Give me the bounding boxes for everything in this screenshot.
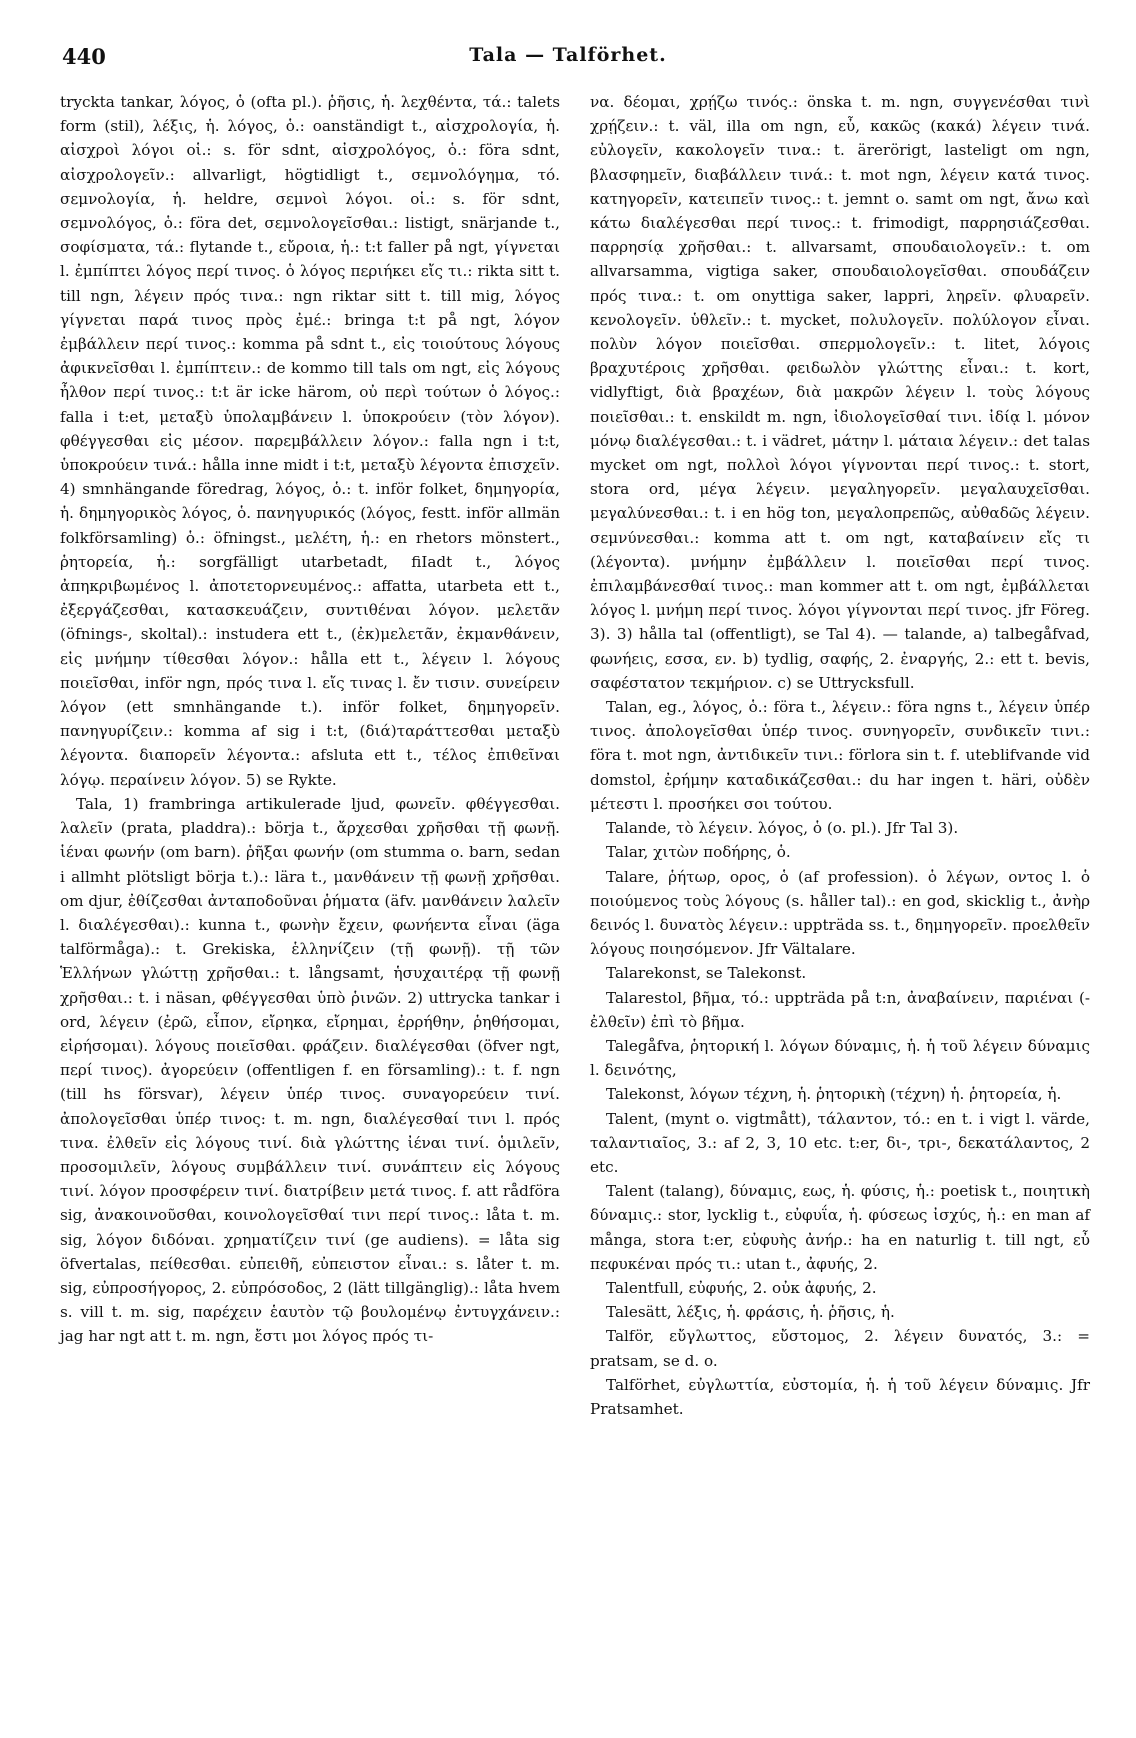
entry-talan: Talan, eg., λόγος, ὁ.: föra t., λέγειν.: föra ngns t., λέγειν ὑπέρ τινος. ἀπολογεῖσθαι ὑπέρ τινος. συνηγορεῖν, συνδικεῖν τινι.: föra t. mot ngn, ἀντιδικεῖν τινι.: förlora sin t. f. uteblifvande vid domstol, ἐρήμην καταδικάζεσθαι.: du har ingen t. häri, οὐδὲν μέτεστι l. προσήκει σοι τούτου. xyxy=(590,698,1090,813)
entry-talforhet: Talförhet, εὐγλωττία, εὐστομία, ἡ. ἡ τοῦ λέγειν δύναμις. Jfr Pratsamhet. xyxy=(590,1375,1090,1418)
entry-talarekonst: Talarekonst, se Talekonst. xyxy=(606,964,807,983)
entry-talar: Talar, χιτὼν ποδήρης, ὁ. xyxy=(606,843,791,862)
entry-talent-mynt: Talent, (mynt o. vigtmått), τάλαντον, τό.: en t. i vigt l. värde, ταλαντιαῖος, 3.: af 2, 3, 10 etc. t:er, δι-, τρι-, δεκατάλαντος, 2 etc. xyxy=(590,1109,1090,1176)
left-column xyxy=(60,90,560,1349)
entry-talekonst: Talekonst, λόγων τέχνη, ἡ. ῥητορικὴ (τέχνη) ἡ. ῥητορεία, ἡ. xyxy=(606,1085,1062,1104)
entry-talande: Talande, τὸ λέγειν. λόγος, ὁ (o. pl.). Jfr Tal 3). xyxy=(606,819,959,838)
page-header xyxy=(62,44,1074,78)
running-head: Tala — Talförhet. xyxy=(469,44,667,66)
entry-talare: Talare, ῥήτωρ, ορος, ὁ (af profession). ὁ λέγων, οντος l. ὁ ποιούμενος τοὺς λόγους (s. håller tal).: en god, skicklig t., ἀνὴρ δεινός l. δυνατὸς λέγειν.: uppträda ss. t., δημηγορεῖν. προελθεῖν λόγους ποιησόμενον. Jfr Vältalare. xyxy=(590,867,1090,959)
entry-continuation: να. δέομαι, χρῄζω τινός.: önska t. m. ngn, συγγενέσθαι τινὶ χρῄζειν.: t. väl, illa om ngn, εὖ, κακῶς (κακά) λέγειν τινά. εὐλογεῖν, κακολογεῖν τινα.: t. ärerörigt, lasteligt om ngn, βλασφημεῖν, διαβάλλειν τινά.: t. mot ngn, λέγειν κατά τινος. κατηγορεῖν, κατειπεῖν τινος.: t. jemnt o. samt om ngt, ἄνω καὶ κάτω διαλέγεσθαι περί τινος.: t. frimodigt, παρρησιάζεσθαι. παρρησίᾳ χρῆσθαι.: t. allvarsamt, σπουδαιολογεῖν.: t. om allvarsamma, vigtiga saker, σπουδαιολογεῖσθαι. σπουδάζειν πρός τινα.: t. om onyttiga saker, lappri, ληρεῖν. φλυαρεῖν. κενολογεῖν. ὑθλεῖν.: t. mycket, πολυλογεῖν. πολύλογον εἶναι. πολὺν λόγον ποιεῖσθαι. σπερμολογεῖν.: t. litet, λόγοις βραχυτέροις χρῆσθαι. φειδωλὸν γλώττης εἶναι.: t. kort, vidlyftigt, διὰ βραχέων, διὰ μακρῶν λέγειν l. τοὺς λόγους ποιεῖσθαι.: t. enskildt m. ngn, ἰδιολογεῖσθαί τινι. ἰδίᾳ l. μόνον μόνῳ διαλέγεσθαι.: t. i vädret, μάτην l. μάταια λέγειν.: det talas mycket om ngt, πολλοὶ λόγοι γίγνονται περί τινος.: t. stort, stora ord, μέγα λέγειν. μεγαληγορεῖν. μεγαλαυχεῖσθαι. μεγαλύνεσθαι.: t. i en hög ton, μεγαλοπρεπῶς, αὐθαδῶς λέγειν. σεμνύνεσθαι.: komma att t. om ngt, καταβαίνειν εἴς τι (λέγοντα). μνήμην ἐμβάλλειν l. ποιεῖσθαι περί τινος. ἐπιλαμβάνεσθαί τινος.: man kommer att t. om ngt, ἐμβάλλεται λόγος l. μνήμη περί τινος. λόγοι γίγνονται περί τινος. jfr Föreg. 3). 3) hålla tal (offentligt), se Tal 4). — talande, a) talbegåfvad, φωνήεις, εσσα, εν. b) tydlig, σαφής, 2. ἐναργής, 2.: ett t. bevis, σαφέστατον τεκμήριον. c) se Uttrycksfull. xyxy=(590,93,1090,692)
entry-tala: Tala, 1) frambringa artikulerade ljud, φωνεῖν. φθέγγεσθαι. λαλεῖν (prata, pladdra).: börja t., ἄρχεσθαι χρῆσθαι τῇ φωνῇ. ἱέναι φωνήν (om barn). ῥῆξαι φωνήν (om stumma o. barn, sedan i allmht plötsligt börja t.).: lära t., μανθάνειν τῇ φωνῇ χρῆσθαι. om djur, ἐθίζεσθαι ἀνταποδοῦναι ῥήματα (äfv. μανθάνειν λαλεῖν l. διαλέγεσθαι).: kunna t., φωνὴν ἔχειν, φωνήεντα εἶναι (äga talförmåga).: t. Grekiska, ἑλληνίζειν (τῇ φωνῇ). τῇ τῶν Ἑλλήνων γλώττῃ χρῆσθαι.: t. långsamt, ἡσυχαιτέρᾳ τῇ φωνῇ χρῆσθαι.: t. i näsan, φθέγγεσθαι ὑπὸ ῥινῶν. 2) uttrycka tankar i ord, λέγειν (ἐρῶ, εἶπον, εἴρηκα, εἴρημαι, ἐρρήθην, ῥηθήσομαι, εἰρήσομαι). λόγους ποιεῖσθαι. φράζειν. διαλέγεσθαι (öfver ngt, περί τινος). ἀγορεύειν (offentligen f. en församling).: t. f. ngn (till hs försvar), λέγειν ὑπέρ τινος. συναγορεύειν τινί. ἀπολογεῖσθαι ὑπέρ τινος: t. m. ngn, διαλέγεσθαί τινι l. πρός τινα. ἐλθεῖν εἰς λόγους τινί. διὰ γλώττης ἰέναι τινί. ὁμιλεῖν, προσομιλεῖν, λόγους συμβάλλειν τινί. συνάπτειν εἰς λόγους τινί. λόγον προσφέρειν τινί. διατρίβειν μετά τινος. f. att rådföra sig, ἀνακοινοῦσθαι, κοινολογεῖσθαί τινι περί τινος.: låta t. m. sig, λόγον διδόναι. χρηματίζειν τινί (ge audiens). = låta sig öfvertalas, πείθεσθαι. εὐπειθῆ, εὐπειστον εἶναι.: s. låter t. m. sig, εὐπροσήγορος, 2. εὐπρόσοδος, 2 (lätt tillgänglig).: låta hvem s. vill t. m. sig, παρέχειν ἑαυτὸν τῷ βουλομένῳ ἐντυγχάνειν.: jag har ngt att t. m. ngn, ἔστι μοι λόγος πρός τι- xyxy=(60,794,560,1346)
entry-talentfull: Talentfull, εὐφυής, 2. οὐκ ἀφυής, 2. xyxy=(606,1278,877,1297)
entry-talent-talang: Talent (talang), δύναμις, εως, ἡ. φύσις, ἡ.: poetisk t., ποιητικὴ δύναμις.: stor, lycklig t., εὐφυΐα, ἡ. φύσεως ἰσχύς, ἡ.: en man af många, stora t:er, εὐφυὴς ἀνήρ.: ha en naturlig t. till ngt, εὖ πεφυκέναι πρός τι.: utan t., ἀφυής, 2. xyxy=(590,1182,1090,1273)
entry-talegafva: Talegåfva, ῥητορική l. λόγων δύναμις, ἡ. ἡ τοῦ λέγειν δύναμις l. δεινότης, xyxy=(590,1036,1090,1080)
entry-talesatt: Talesätt, λέξις, ἡ. φράσις, ἡ. ῥῆσις, ἡ. xyxy=(606,1303,895,1322)
entry-talarestol: Talarestol, βῆμα, τό.: uppträda på t:n, ἀναβαίνειν, παριέναι (-ἐλθεῖν) ἐπὶ τὸ βῆμα. xyxy=(590,988,1090,1031)
entry-talfor: Talför, εὔγλωττος, εὔστομος, 2. λέγειν δυνατός, 3.: = pratsam, se d. o. xyxy=(590,1327,1090,1370)
entry-continuation: tryckta tankar, λόγος, ὁ (ofta pl.). ῥῆσις, ἡ. λεχθέντα, τά.: talets form (stil), λέξις, ἡ. λόγος, ὁ.: oanständigt t., αἰσχρολογία, ἡ. αἰσχροὶ λόγοι οἱ.: s. för sdnt, αἰσχρολόγος, ὁ.: föra sdnt, αἰσχρολογεῖν.: allvarligt, högtidligt t., σεμνολόγημα, τό. σεμνολογία, ἡ. heldre, σεμνοὶ λόγοι. οἱ.: s. för sdnt, σεμνολόγος, ὁ.: föra det, σεμνολογεῖσθαι.: listigt, snärjande t., σοφίσματα, τά.: flytande t., εὔροια, ἡ.: t:t faller på ngt, γίγνεται l. ἐμπίπτει λόγος περί τινος. ὁ λόγος περιήκει εἴς τι.: rikta sitt t. till ngn, λέγειν πρός τινα.: ngn riktar sitt t. till mig, λόγος γίγνεται παρά τινος πρὸς ἐμέ.: bringa t:t på ngt, λόγον ἐμβάλλειν περί τινος.: komma på sdnt t., εἰς τοιούτους λόγους ἀφικνεῖσθαι l. ἐμπίπτειν.: de kommo till tals om ngt, εἰς λόγους ἦλθον περί τινος.: t:t är icke härom, οὐ περὶ τούτων ὁ λόγος.: falla i t:et, μεταξὺ ὑπολαμβάνειν l. ὑποκρούειν (τὸν λόγον). φθέγγεσθαι εἰς μέσον. παρεμβάλλειν λόγον.: falla ngn i t:t, ὑποκρούειν τινά.: hålla inne midt i t:t, μεταξὺ λέγοντα ἐπισχεῖν. 4) smnhängande föredrag, λόγος, ὁ.: t. inför folket, δημηγορία, ἡ. δημηγορικὸς λόγος, ὁ. πανηγυρικός (λόγος, festt. inför allmän folkförsamling) ὁ.: öfningst., μελέτη, ἡ.: en rhetors mönstert., ῥητορεία, ἡ.: sorgfälligt utarbetadt, fiIadt t., λόγος ἀπηκριβωμένος l. ἀποτετορνευμένος.: affatta, utarbeta ett t., ἐξεργάζεσθαι, κατασκευάζειν, συντιθέναι λόγον. μελετᾶν (öfnings-, skoltal).: instudera ett t., (ἐκ)μελετᾶν, ἐκμανθάνειν, εἰς μνήμην τίθεσθαι λόγον.: hålla ett t., λέγειν l. λόγους ποιεῖσθαι, inför ngn, πρός τινα l. εἴς τινας l. ἔν τισιν. συνείρειν λόγον (ett smnhängande t.). inför folket, δημηγορεῖν. πανηγυρίζειν.: komma af sig i t:t, (διά)ταράττεσθαι μεταξὺ λέγοντα. διαπορεῖν λέγοντα.: afsluta ett t., τέλος ἐπιθεῖναι λόγῳ. περαίνειν λόγον. 5) se Rykte. xyxy=(60,93,560,789)
right-column xyxy=(590,90,1090,1421)
page-number: 440 xyxy=(62,44,106,69)
